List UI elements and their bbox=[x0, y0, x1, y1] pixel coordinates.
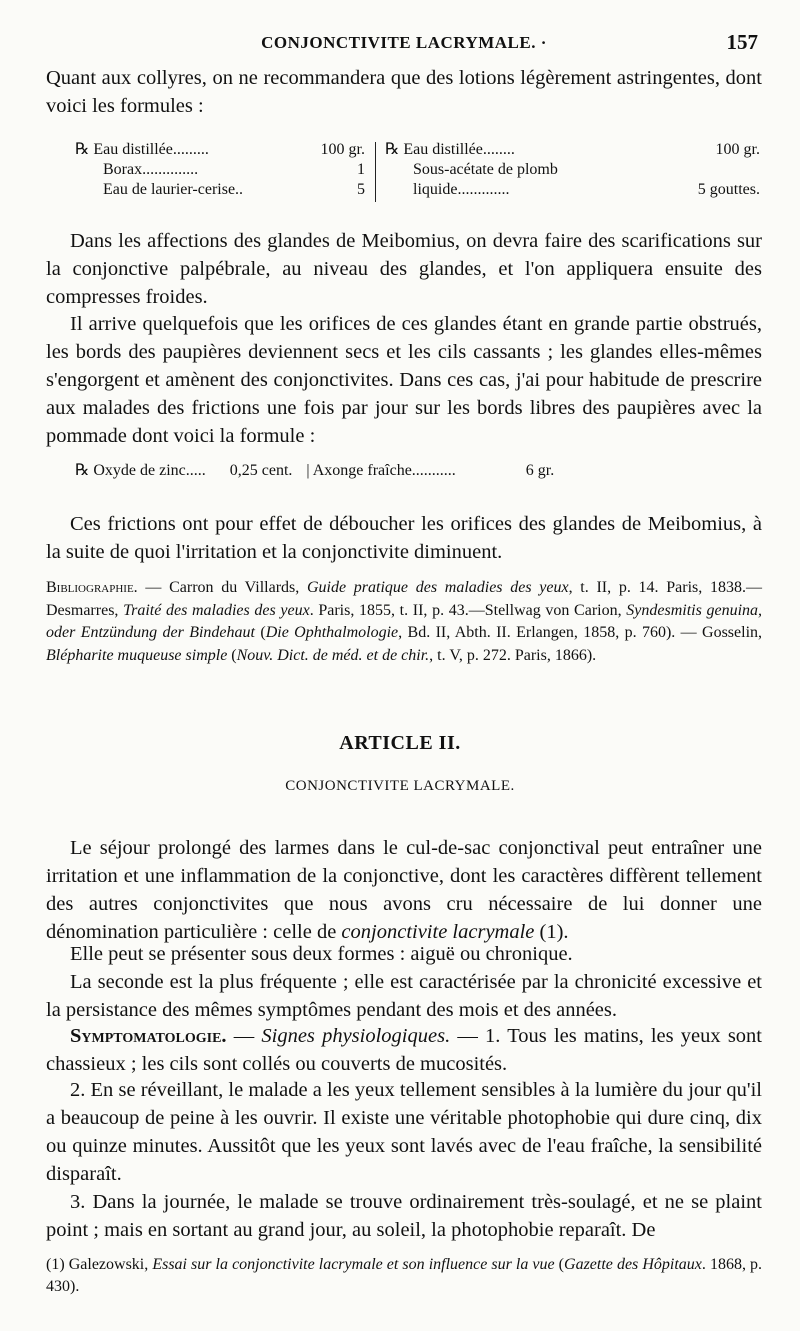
footnote bbox=[46, 1254, 762, 1298]
biblio-text: , Bd. II, Abth. II. Erlangen, 1858, p. 760). — Gosselin, bbox=[398, 624, 763, 641]
footnote-ref: (1). bbox=[534, 921, 569, 943]
formula-row bbox=[75, 160, 365, 180]
term-italic: conjonctivite lacrymale bbox=[341, 921, 535, 943]
ingredient: Sous-acétate de plomb bbox=[413, 161, 558, 178]
biblio-title: Die Ophthalmologie bbox=[265, 624, 399, 641]
quantity: 0,25 cent. bbox=[229, 462, 293, 479]
ingredient: ℞ Eau distillée......... bbox=[75, 141, 209, 158]
formula-row bbox=[385, 140, 760, 160]
section-label: Symptomatologie. bbox=[70, 1025, 227, 1047]
paragraph-formes: Elle peut se présenter sous deux formes : aiguë ou chronique. bbox=[70, 943, 573, 965]
biblio-text: — Carron du Villards, bbox=[137, 579, 307, 596]
formula-row bbox=[75, 140, 365, 160]
running-title: CONJONCTIVITE LACRYMALE. · bbox=[261, 33, 547, 52]
ingredient: Axonge fraîche........... bbox=[312, 462, 456, 479]
paragraph-frictions: Il arrive quelquefois que les orifices de ces glandes étant en grande partie obstrués, les bords des paupières deviennent secs et les cils cassants ; les glandes elles-mêmes s'engorgent et amènent des conjonctivites. Dans ces cas, j'ai pour habitude de prescrire aux malades des frictions une fois par jour sur les bords libres des paupières avec la pommade dont voici la formule : bbox=[46, 313, 762, 447]
formula-collyres bbox=[75, 140, 765, 202]
quantity: 5 gouttes. bbox=[697, 181, 760, 198]
paragraph-chronique: La seconde est la plus fréquente ; elle est caractérisée par la chronicité excessive et la persistance des mêmes symptômes pendant des mois et des années. bbox=[46, 971, 762, 1021]
biblio-title: Traité des maladies des yeux bbox=[123, 601, 310, 619]
ingredient: ℞ Oxyde de zinc..... bbox=[75, 462, 206, 479]
formula-pommade bbox=[75, 460, 715, 480]
biblio-title: Nouv. Dict. de méd. et de chir. bbox=[236, 646, 430, 664]
footnote-text: . 1868, p. 430). bbox=[46, 1256, 763, 1295]
ingredient: liquide............. bbox=[413, 181, 510, 198]
paragraph-collyres: Quant aux collyres, on ne recommandera que des lotions légèrement astringentes, dont voici les formules : bbox=[46, 67, 762, 117]
formula-right-column bbox=[385, 140, 760, 200]
article-heading: ARTICLE II. bbox=[339, 732, 461, 754]
paragraph-sejour bbox=[46, 834, 762, 946]
ingredient: Borax.............. bbox=[103, 161, 199, 178]
footnote-title: Essai sur la conjonctivite lacrymale et son influence sur la vue bbox=[152, 1256, 555, 1273]
article-subheading: CONJONCTIVITE LACRYMALE. bbox=[285, 778, 515, 794]
biblio-text: , t. V, p. 272. Paris, 1866). bbox=[429, 646, 597, 664]
quantity: 6 gr. bbox=[525, 462, 555, 479]
footnote-text: ( bbox=[554, 1256, 565, 1273]
biblio-text: . Paris, 1855, t. II, p. 43.—Stellwag von Carion, bbox=[309, 601, 627, 619]
biblio-title: Guide pratique des maladies des yeux bbox=[306, 579, 569, 596]
formula-divider bbox=[375, 142, 376, 202]
footnote-text: (1) Galezowski, bbox=[46, 1256, 153, 1273]
quantity: 100 gr. bbox=[320, 141, 365, 158]
formula-left-column bbox=[75, 140, 365, 200]
biblio-text: ( bbox=[227, 646, 237, 664]
quantity: 1 bbox=[357, 161, 365, 178]
paragraph-text: — 1. Tous les matins, les yeux sont chassieux ; les cils sont collés ou couverts de mucosités. bbox=[46, 1025, 762, 1075]
running-header bbox=[50, 30, 758, 58]
formula-row bbox=[385, 180, 760, 200]
footnote-journal: Gazette des Hôpitaux bbox=[564, 1256, 702, 1273]
ingredient: Eau de laurier-cerise.. bbox=[103, 181, 244, 198]
bibliography-label: Bibliographie. bbox=[46, 579, 138, 596]
paragraph-reveil: 2. En se réveillant, le malade a les yeux tellement sensibles à la lumière du jour qu'il a beaucoup de peine à les ouvrir. Il existe une véritable photophobie qui dure cinq, dix ou quinze minutes. Aussitôt que les yeux sont lavés avec de l'eau fraîche, la sensibilité disparaît. bbox=[46, 1079, 762, 1185]
formula-row bbox=[385, 160, 760, 180]
paragraph-meibomius: Dans les affections des glandes de Meibomius, on devra faire des scarifications sur la conjonctive palpébrale, au niveau des glandes, et l'on appliquera ensuite des compresses froides. bbox=[46, 230, 762, 308]
page-number: 157 bbox=[726, 30, 758, 54]
subsection-italic: Signes physiologiques. bbox=[261, 1025, 451, 1047]
bibliography bbox=[46, 577, 762, 667]
paragraph-text: Le séjour prolongé des larmes dans le cul-de-sac conjonctival peut entraîner une irritation et une inflammation de la conjonctive, dont les caractères diffèrent tellement des autres conjonctivites que nous avons cru nécessaire de lui donner une dénomination particulière : celle de bbox=[46, 837, 762, 943]
biblio-title: Syndesmitis genuina, oder Entzündung der Bindehaut bbox=[46, 601, 763, 641]
formula-separator: | bbox=[306, 462, 310, 479]
paragraph-text: — bbox=[226, 1025, 262, 1047]
biblio-text: ( bbox=[254, 624, 266, 641]
paragraph-effets: Ces frictions ont pour effet de déboucher les orifices des glandes de Meibomius, à la suite de quoi l'irritation et la conjonctivite diminuent. bbox=[46, 513, 762, 563]
biblio-title: Blépharite muqueuse simple bbox=[46, 646, 228, 664]
quantity: 100 gr. bbox=[715, 141, 760, 158]
ingredient: ℞ Eau distillée........ bbox=[385, 141, 515, 158]
formula-row bbox=[75, 180, 365, 200]
paragraph-journee: 3. Dans la journée, le malade se trouve ordinairement très-soulagé, et ne se plaint point ; mais en sortant au grand jour, au soleil, la photophobie reparaît. De bbox=[46, 1191, 762, 1241]
quantity: 5 bbox=[357, 181, 365, 198]
paragraph-symptomatologie bbox=[46, 1022, 762, 1078]
biblio-text: , t. II, p. 14. Paris, 1838.—Desmarres, bbox=[46, 579, 762, 619]
